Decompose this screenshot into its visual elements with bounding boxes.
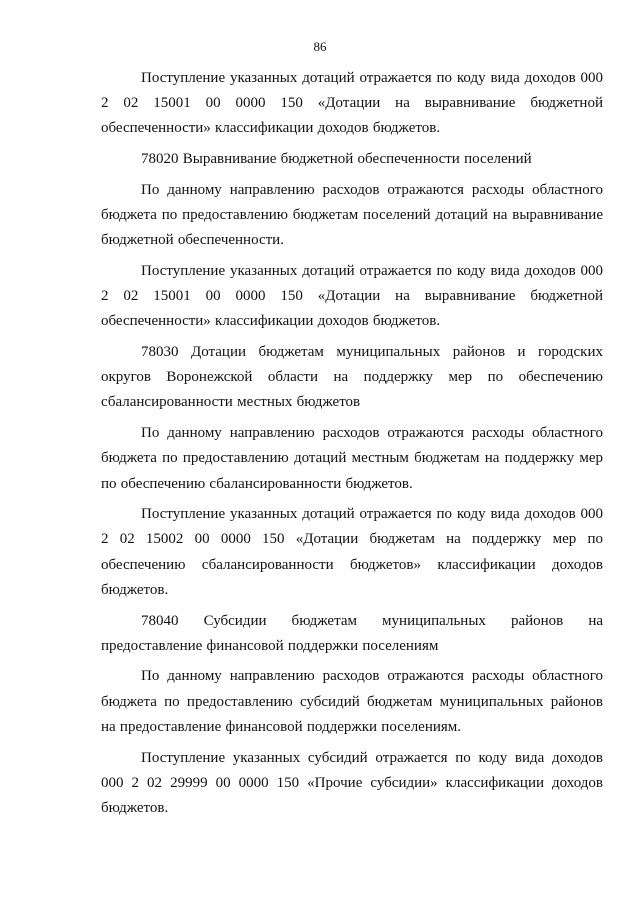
paragraph-income-subsidy-15001-b: Поступление указанных дотаций отражается по коду вида доходов 000 2 02 15001 00 0000 150 «Дотации на выравнивание бюджетной обеспеченности» классификации доходов бюджетов. <box>101 262 603 330</box>
heading-78040: 78040 Субсидии бюджетам муниципальных районов на предоставление финансовой поддержки поселениям <box>101 612 603 654</box>
document-body <box>101 66 603 827</box>
paragraph-income-subsidy-15001-a: Поступление указанных дотаций отражается по коду вида доходов 000 2 02 15001 00 0000 150 «Дотации на выравнивание бюджетной обеспеченности» классификации доходов бюджетов. <box>101 70 603 137</box>
paragraph-income-subsidy-29999: Поступление указанных субсидий отражается по коду вида доходов 000 2 02 29999 00 0000 150 «Прочие субсидии» классификации доходов бюджетов. <box>101 749 603 816</box>
paragraph-income-subsidy-15002: Поступление указанных дотаций отражается по коду вида доходов 000 2 02 15002 00 0000 150 «Дотации бюджетам на поддержку мер по обеспечению сбалансированности бюджетов» классификации доходов бюджетов. <box>101 506 603 598</box>
page-number: 86 <box>313 39 327 54</box>
paragraph-78040-description: По данному направлению расходов отражаются расходы областного бюджета по предоставлению субсидий бюджетам муниципальных районов на предоставление финансовой поддержки поселениям. <box>101 668 603 735</box>
heading-78030: 78030 Дотации бюджетам муниципальных районов и городских округов Воронежской области на поддержку мер по обеспечению сбалансированности местных бюджетов <box>101 344 603 411</box>
heading-78020: 78020 Выравнивание бюджетной обеспеченности поселений <box>141 151 532 168</box>
paragraph-78030-description: По данному направлению расходов отражаются расходы областного бюджета по предоставлению дотаций местным бюджетам на поддержку мер по обеспечению сбалансированности бюджетов. <box>101 425 603 492</box>
paragraph-78020-description: По данному направлению расходов отражаются расходы областного бюджета по предоставлению бюджетам поселений дотаций на выравнивание бюджетной обеспеченности. <box>101 181 603 249</box>
